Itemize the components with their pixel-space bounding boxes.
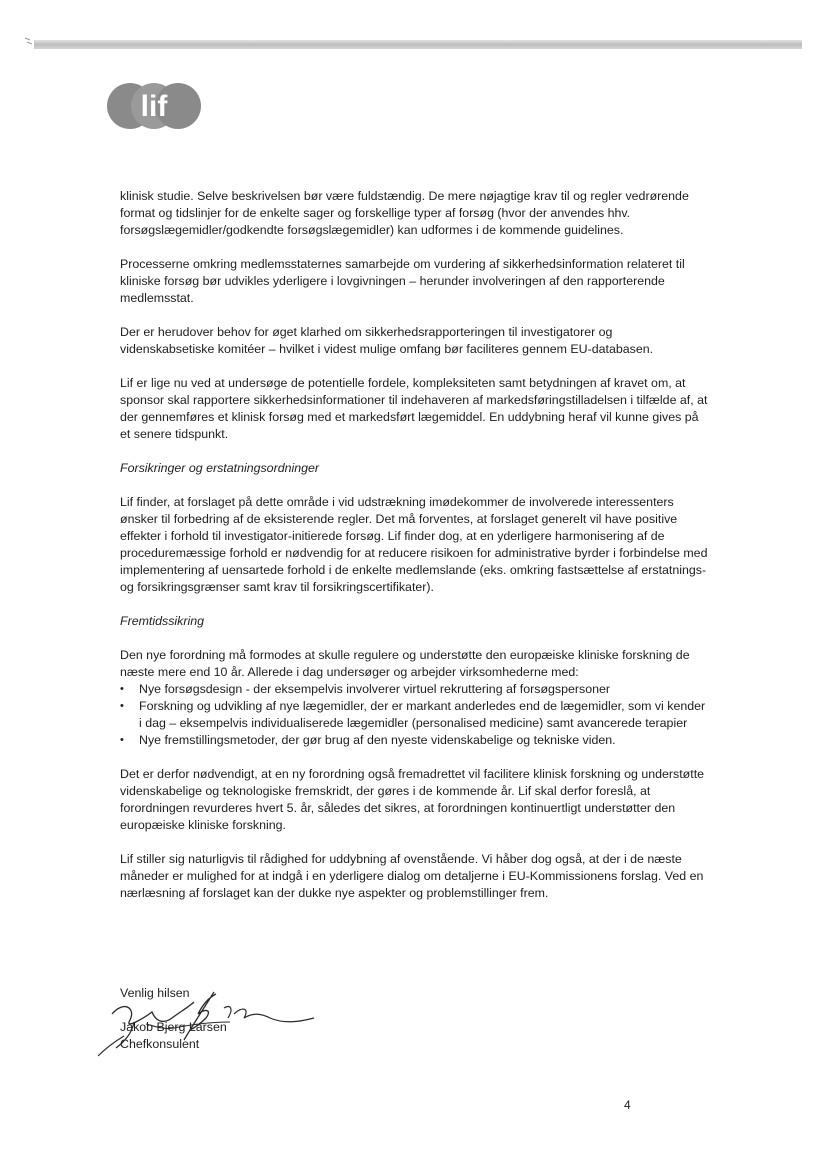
paragraph: Der er herudover behov for øget klarhed om sikkerhedsrapporteringen til investigatorer og videnskabsetiske komitéer – hvilket i videst mulige omfang bør faciliteres gennem EU-databasen. <box>120 325 654 356</box>
letter-body <box>120 188 710 902</box>
paragraph: Lif stiller sig naturligvis til rådighed for uddybning af ovenstående. Vi håber dog også, at der i de næste måneder er mulighed for at indgå i en yderligere dialog om detaljerne i EU-Kommissionens forslag. Ved en nærlæsning af forslaget kan der dukke nye aspekter og problemstillinger frem. <box>120 852 704 900</box>
paragraph: Lif er lige nu ved at undersøge de potentielle fordele, kompleksiteten samt betydningen af kravet om, at sponsor skal rapportere sikkerhedsinformationer til indehaveren af markedsføringstilladelsen i tilfælde af, at der gennemføres et klinisk forsøg med et markedsført lægemiddel. En uddybning heraf vil kunne gives på et senere tidspunkt. <box>120 376 708 441</box>
scan-mark <box>24 36 34 46</box>
list-item: • Nye forsøgsdesign - der eksempelvis involverer virtuel rekruttering af forsøgspersoner <box>120 681 710 698</box>
scan-edge-bar <box>34 40 802 49</box>
section-heading-future-proofing: Fremtidssikring <box>120 614 204 628</box>
paragraph: Lif finder, at forslaget på dette område i vid udstrækning imødekommer de involverede interessenters ønsker til forbedring af de eksisterende regler. Det må forventes, at forslaget generelt vil have positive effekter i forhold til investigator-initierede forsøg. Lif finder dog, at en yderligere harmonisering af de proceduremæssige forhold er nødvendig for at reducere risikoen for administrative byrder i forbindelse med implementering af uensartede forhold i de enkelte medlemslande (eks. omkring fastsættelse af erstatnings- og forsikringsgrænser samt krav til forsikringscertifikater). <box>120 495 708 594</box>
signoff <box>120 985 340 1053</box>
signer-title: Chefkonsulent <box>120 1037 200 1051</box>
list-item: • Nye fremstillingsmetoder, der gør brug af den nyeste videnskabelige og tekniske viden. <box>120 732 710 749</box>
paragraph: Processerne omkring medlemsstaternes samarbejde om vurdering af sikkerhedsinformation relateret til kliniske forsøg bør udvikles yderligere i lovgivningen – herunder involveringen af den rapporterende medlemsstat. <box>120 257 685 305</box>
paragraph: Den nye forordning må formodes at skulle regulere og understøtte den europæiske kliniske forskning de næste mere end 10 år. Allerede i dag undersøger og arbejder virksomhederne med: <box>120 648 690 679</box>
svg-text:lif: lif <box>140 90 168 123</box>
bullet-list <box>120 681 710 749</box>
list-item: • Forskning og udvikling af nye lægemidler, der er markant anderledes end de lægemidler, som vi kender i dag – eksempelvis individualiserede lægemidler (personalised medicine) samt avancerede terapier <box>120 698 710 732</box>
section-heading-insurance: Forsikringer og erstatningsordninger <box>120 461 320 475</box>
paragraph: Det er derfor nødvendigt, at en ny forordning også fremadrettet vil facilitere klinisk forskning og understøtte videnskabelige og teknologiske fremskridt, der gøres i de kommende år. Lif skal derfor foreslå, at forordningen revurderes hvert 5. år, således det sikres, at forordningen kontinuertligt understøtter den europæiske kliniske forskning. <box>120 767 705 832</box>
lif-logo <box>106 80 202 132</box>
paragraph: klinisk studie. Selve beskrivelsen bør være fuldstændig. De mere nøjagtige krav til og regler vedrørende format og tidslinjer for de enkelte sager og forskellige typer af forsøg (hvor der anvendes hhv. forsøgslægemidler/godkendte forsøgslægemidler) kan udformes i de kommende guidelines. <box>120 189 689 237</box>
signer-name: Jakob Bjerg Larsen <box>120 1020 227 1034</box>
page-number: 4 <box>624 1098 631 1112</box>
greeting: Venlig hilsen <box>120 986 190 1000</box>
